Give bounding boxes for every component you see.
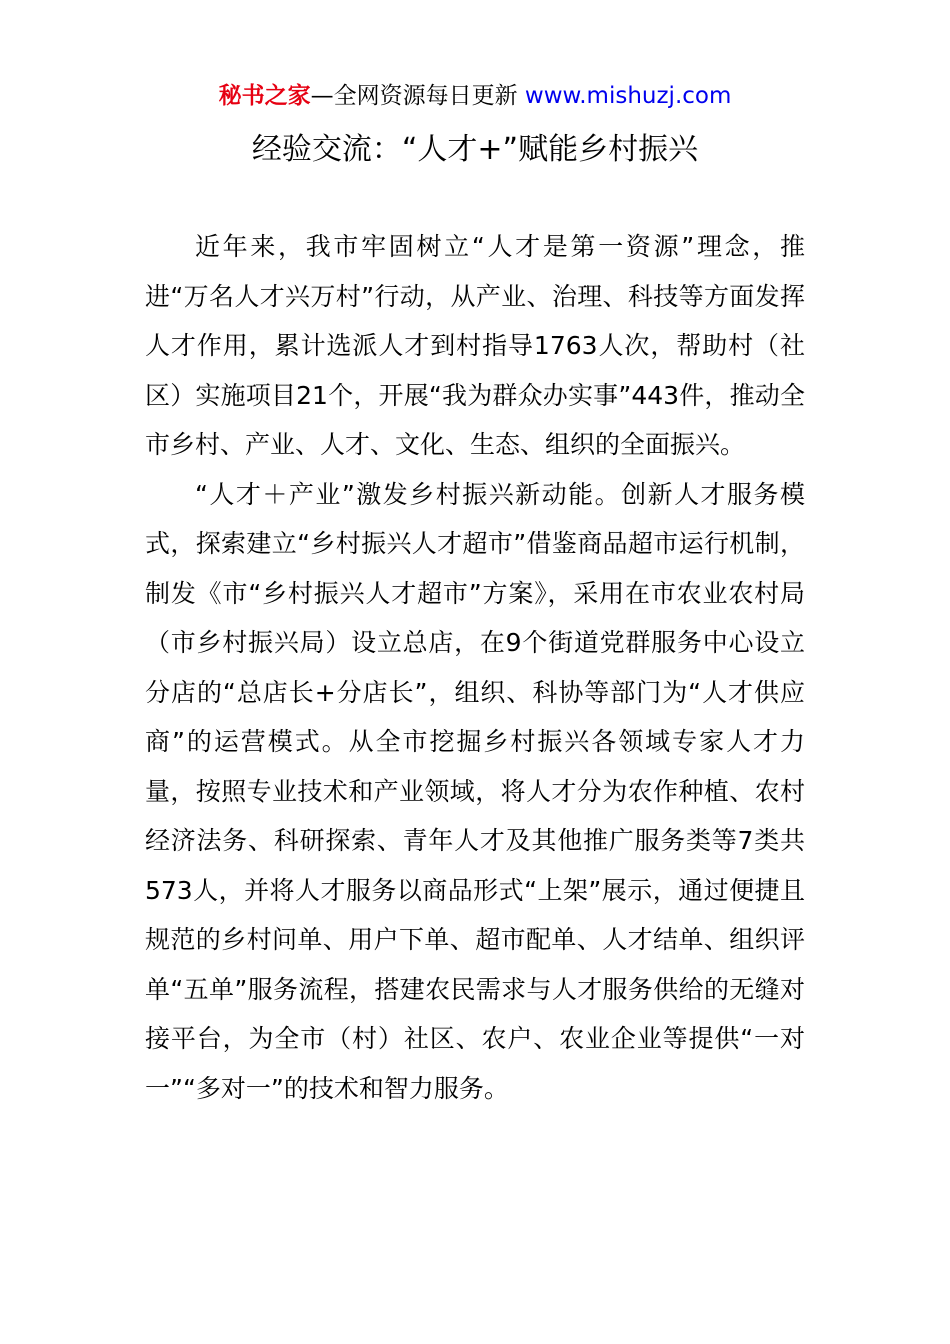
page-title: 经验交流：“人才+”赋能乡村振兴 xyxy=(251,132,699,167)
paragraph-talent-industry: “人才＋产业”激发乡村振兴新动能。创新人才服务模式，探索建立“乡村振兴人才超市”借鉴商品超市运行机制，制发《市“乡村振兴人才超市”方案》，采用在市农业农村局（市乡村振兴局）设立总店，在9个街道党群服务中心设立分店的“总店长+分店长”，组织、科协等部门为“人才供应商”的运营模式。从全市挖掘乡村振兴各领域专家人才力量，按照专业技术和产业领域，将人才分为农作种植、农村经济法务、科研探索、青年人才及其他推广服务类等7类共573人，并将人才服务以商品形式“上架”展示，通过便捷且规范的乡村问单、用户下单、超市配单、人才结单、组织评单“五单”服务流程，搭建农民需求与人才服务供给的无缝对接平台，为全市（村）社区、农户、农业企业等提供“一对一”“多对一”的技术和智力服务。 xyxy=(145,479,805,1103)
site-url-link[interactable]: www.mishuzj.com xyxy=(524,83,732,109)
paragraph-intro: 近年来，我市牢固树立“人才是第一资源”理念，推进“万名人才兴万村”行动，从产业、治理、科技等方面发挥人才作用，累计选派人才到村指导1763人次，帮助村（社区）实施项目21个，开展“我为群众办实事”443件，推动全市乡村、产业、人才、文化、生态、组织的全面振兴。 xyxy=(145,232,805,459)
article-body xyxy=(145,222,805,1113)
brand-name: 秘书之家 xyxy=(218,83,311,109)
site-tagline: —全网资源每日更新 xyxy=(310,83,525,109)
site-header xyxy=(0,80,950,112)
